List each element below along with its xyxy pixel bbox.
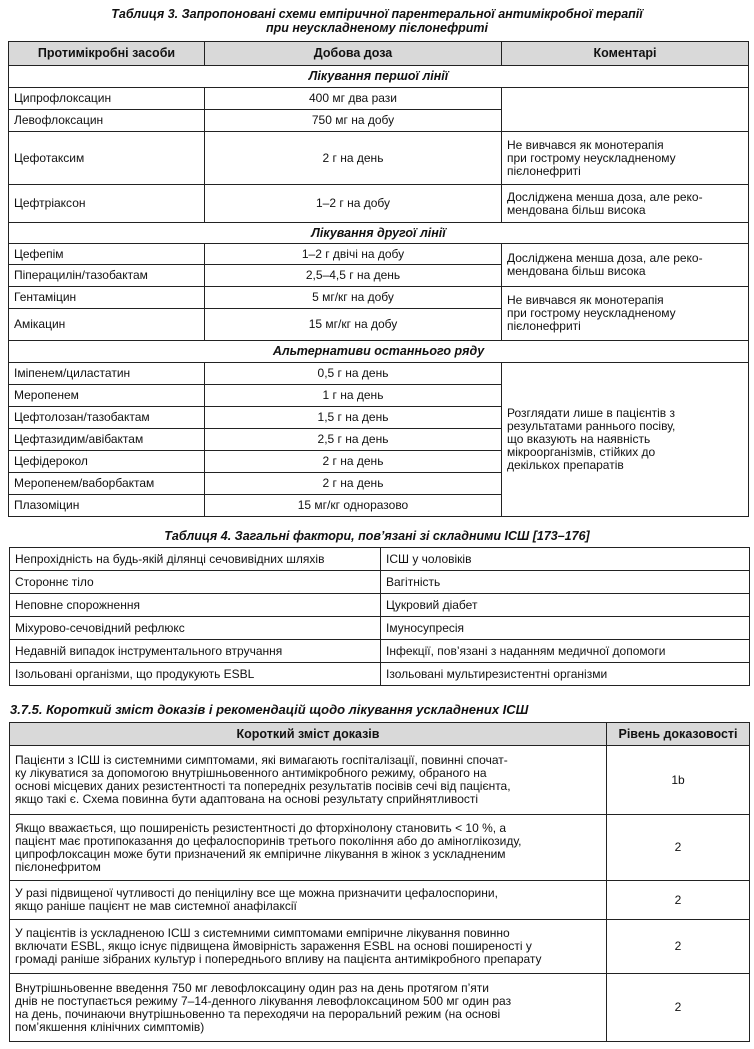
summary-line: пацієнт має протипоказання до цефалоспоринів третього покоління або до аміноглікозиду, <box>15 833 522 848</box>
comment-aminoglycosides <box>502 287 749 341</box>
evidence-level: 2 <box>607 815 750 881</box>
comment-line: пієлонефриті <box>507 319 581 333</box>
drug-dose: 2 г на день <box>205 451 502 473</box>
comment-empty <box>502 88 749 132</box>
drug-dose: 15 мг/кг на добу <box>205 309 502 341</box>
drug-dose: 2,5 г на день <box>205 429 502 451</box>
summary-line: Внутрішньовенне введення 750 мг левофлоксацину один раз на день протягом п’яти <box>15 980 489 995</box>
drug-name: Цефтріаксон <box>9 185 205 223</box>
drug-dose: 5 мг/кг на добу <box>205 287 502 309</box>
evidence-header-level: Рівень доказовості <box>607 723 750 746</box>
drug-name: Піперацилін/тазобактам <box>9 265 205 287</box>
drug-dose: 2,5–4,5 г на день <box>205 265 502 287</box>
drug-name: Іміпенем/циластатин <box>9 363 205 385</box>
table-row <box>10 920 750 974</box>
evidence-summary <box>10 815 607 881</box>
summary-line: днів не поступається режиму 7–14-денного лікування левофлоксацином 500 мг один раз <box>15 993 512 1008</box>
factor-left: Стороннє тіло <box>10 571 381 594</box>
factor-right: ІСШ у чоловіків <box>381 548 750 571</box>
factor-left: Ізольовані організми, що продукують ESBL <box>10 663 381 686</box>
table3-subheader-first-line <box>9 66 749 88</box>
evidence-level: 1b <box>607 746 750 815</box>
evidence-level: 2 <box>607 881 750 920</box>
factor-left: Міхурово-сечовідний рефлюкс <box>10 617 381 640</box>
summary-line: на день, починаючи внутрішньовенно та переходячи на пероральний режим (на основі <box>15 1006 501 1021</box>
drug-name: Левофлоксацин <box>9 110 205 132</box>
comment-cefepime <box>502 244 749 287</box>
drug-dose: 1–2 г двічі на добу <box>205 244 502 265</box>
drug-dose: 15 мг/кг одноразово <box>205 495 502 517</box>
factor-right: Вагітність <box>381 571 750 594</box>
drug-name: Цефтолозан/тазобактам <box>9 407 205 429</box>
drug-name: Ципрофлоксацин <box>9 88 205 110</box>
table3-caption-line1: Таблиця 3. Запропоновані схеми емпіричної парентеральної антимікробної терапії <box>111 7 643 21</box>
summary-line: громаді раніше зібраних культур і попереднього впливу на пацієнта антимікробного препарату <box>15 952 542 966</box>
comment-line: що вказують на наявність <box>507 432 651 446</box>
comment-line: мікроорганізмів, стійких до <box>507 445 656 459</box>
factor-left: Непрохідність на будь-якій ділянці сечовивідних шляхів <box>10 548 381 571</box>
drug-dose: 750 мг на добу <box>205 110 502 132</box>
drug-name: Плазоміцин <box>9 495 205 517</box>
table3-header-comments: Коментарі <box>502 42 749 66</box>
table3-header-drug: Протимікробні засоби <box>9 42 205 66</box>
table3-header-row <box>9 42 749 66</box>
summary-line: У пацієнтів із ускладненою ІСШ з системними симптомами емпіричне лікування повинно <box>15 926 510 940</box>
drug-dose: 2 г на день <box>205 473 502 495</box>
summary-line: включати ESBL, якщо існує підвищена ймовірність зараження ESBL на основі поширеності у <box>15 939 532 953</box>
drug-dose: 1–2 г на добу <box>205 185 502 223</box>
drug-name: Меропенем/ваборбактам <box>9 473 205 495</box>
table-row <box>9 132 749 185</box>
drug-name: Гентаміцин <box>9 287 205 309</box>
factor-right: Імуносупресія <box>381 617 750 640</box>
drug-name: Цефепім <box>9 244 205 265</box>
summary-line: У разі підвищеної чутливості до пеніциліну все ще можна призначити цефалоспорини, <box>15 886 498 900</box>
table3-caption-line2: при неускладненому пієлонефриті <box>265 21 489 35</box>
drug-name: Меропенем <box>9 385 205 407</box>
comment-line: Розглядати лише в пацієнтів з <box>507 406 675 420</box>
summary-line: пом’якшення клінічних симптомів) <box>15 1019 205 1034</box>
summary-line: ципрофлоксацин може бути призначений як емпіричне лікування в жінок з ускладненим <box>15 846 506 861</box>
evidence-summary <box>10 746 607 815</box>
evidence-summary <box>10 974 607 1042</box>
drug-name: Цефотаксим <box>9 132 205 185</box>
table-row <box>10 594 750 617</box>
drug-dose: 1 г на день <box>205 385 502 407</box>
factor-right: Інфекції, пов’язані з наданням медичної допомоги <box>381 640 750 663</box>
table-row <box>10 815 750 881</box>
summary-line: якщо раніше пацієнт не мав системної анафілаксії <box>15 899 297 913</box>
comment-cefotaxime <box>502 132 749 185</box>
drug-dose: 1,5 г на день <box>205 407 502 429</box>
evidence-level: 2 <box>607 920 750 974</box>
summary-line: основі місцевих даних резистентності та попередніх результатів посівів сечі від пацієнта, <box>15 779 511 793</box>
evidence-level: 2 <box>607 974 750 1042</box>
evidence-summary <box>10 920 607 974</box>
comment-line: Досліджена менша доза, але реко- <box>507 251 703 265</box>
table-row <box>10 663 750 686</box>
evidence-table <box>9 722 750 1042</box>
table-row <box>10 617 750 640</box>
table-row <box>9 363 749 385</box>
comment-last-resort <box>502 363 749 517</box>
section-title: 3.7.5. Короткий зміст доказів і рекомендацій щодо лікування ускладнених ІСШ <box>10 702 529 717</box>
factor-left: Неповне спорожнення <box>10 594 381 617</box>
table3-subheader-last-line <box>9 341 749 363</box>
summary-line: якщо такі є. Схема повинна бути адаптована на основі результату сприйнятливості <box>15 792 479 806</box>
summary-line: Якщо вважається, що поширеність резистентності до фторхінолону становить < 10 %, а <box>15 820 507 835</box>
table-row <box>10 746 750 815</box>
table3-header-dose: Добова доза <box>205 42 502 66</box>
comment-line: пієлонефриті <box>507 163 581 178</box>
table-row <box>9 244 749 265</box>
table-row <box>10 974 750 1042</box>
table-row <box>9 287 749 309</box>
second-line-title: Лікування другої лінії <box>9 223 749 244</box>
comment-line: Досліджена менша доза, але реко- <box>507 189 703 204</box>
comment-line: при гострому неускладненому <box>507 150 676 165</box>
table4 <box>9 547 750 686</box>
comment-line: мендована більш висока <box>507 264 646 278</box>
first-line-title: Лікування першої лінії <box>9 66 749 88</box>
last-line-title: Альтернативи останнього ряду <box>9 341 749 363</box>
comment-line: при гострому неускладненому <box>507 306 676 320</box>
drug-dose: 0,5 г на день <box>205 363 502 385</box>
table4-caption: Таблиця 4. Загальні фактори, пов’язані зі складними ІСШ [173–176] <box>164 529 590 543</box>
summary-line: пієлонефритом <box>15 859 101 874</box>
comment-line: Не вивчався як монотерапія <box>507 293 664 307</box>
comment-line: результатами раннього посіву, <box>507 419 676 433</box>
table-row <box>10 881 750 920</box>
comment-line: Не вивчався як монотерапія <box>507 137 664 152</box>
table3-subheader-second-line <box>9 223 749 244</box>
factor-left: Недавній випадок інструментального втручання <box>10 640 381 663</box>
factor-right: Ізольовані мультирезистентні організми <box>381 663 750 686</box>
comment-line: мендована більш висока <box>507 202 646 217</box>
summary-line: Пацієнти з ІСШ із системними симптомами, які вимагають госпіталізації, повинні спочат- <box>15 753 508 767</box>
comment-line: декількох препаратів <box>507 458 624 472</box>
drug-name: Цефтазидим/авібактам <box>9 429 205 451</box>
table-row <box>10 548 750 571</box>
table-row <box>10 640 750 663</box>
drug-dose: 400 мг два рази <box>205 88 502 110</box>
evidence-header-row <box>10 723 750 746</box>
table3-caption <box>0 7 754 35</box>
drug-name: Цефідерокол <box>9 451 205 473</box>
drug-name: Амікацин <box>9 309 205 341</box>
summary-line: ку лікуватися за допомогою внутрішньовенного антимікробного режиму, обраного на <box>15 766 487 780</box>
comment-ceftriaxone <box>502 185 749 223</box>
evidence-header-summary: Короткий зміст доказів <box>10 723 607 746</box>
table-row <box>9 185 749 223</box>
factor-right: Цукровий діабет <box>381 594 750 617</box>
drug-dose: 2 г на день <box>205 132 502 185</box>
table-row <box>10 571 750 594</box>
evidence-summary <box>10 881 607 920</box>
table-row <box>9 88 749 110</box>
table3 <box>8 41 749 517</box>
